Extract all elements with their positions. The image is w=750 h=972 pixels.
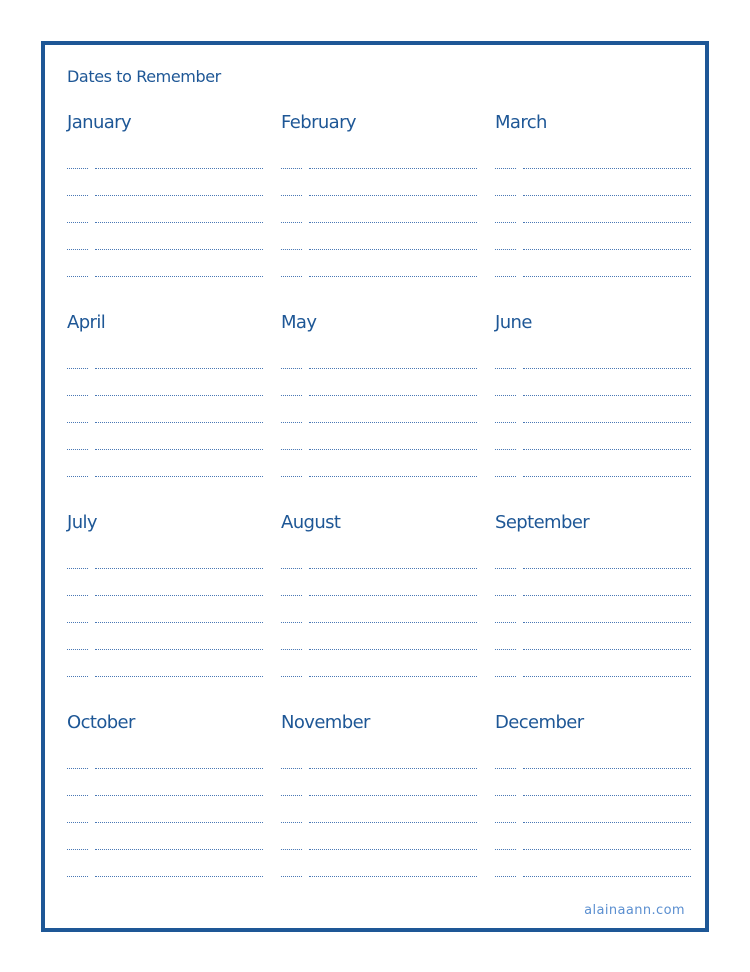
note-blank <box>523 594 691 596</box>
note-blank <box>309 448 477 450</box>
date-blank <box>495 167 516 169</box>
note-blank <box>95 767 263 769</box>
date-blank <box>67 475 88 477</box>
note-blank <box>95 194 263 196</box>
note-blank <box>309 794 477 796</box>
date-blank <box>67 594 88 596</box>
entry-line <box>495 774 691 801</box>
date-blank <box>67 875 88 877</box>
entry-line <box>495 628 691 655</box>
date-blank <box>281 848 302 850</box>
note-blank <box>309 567 477 569</box>
note-blank <box>309 621 477 623</box>
entry-lines <box>67 147 263 282</box>
entry-lines <box>67 547 263 682</box>
entry-line <box>67 574 263 601</box>
date-blank <box>495 875 516 877</box>
entry-lines <box>281 747 477 882</box>
entry-line <box>67 455 263 482</box>
date-blank <box>67 367 88 369</box>
date-blank <box>495 594 516 596</box>
date-blank <box>67 194 88 196</box>
entry-lines <box>281 547 477 682</box>
note-blank <box>523 448 691 450</box>
note-blank <box>309 421 477 423</box>
entry-line <box>67 747 263 774</box>
entry-line <box>495 801 691 828</box>
date-blank <box>281 675 302 677</box>
entry-line <box>281 374 477 401</box>
month-heading: November <box>281 712 370 733</box>
date-blank <box>495 275 516 277</box>
date-blank <box>495 648 516 650</box>
note-blank <box>523 421 691 423</box>
date-blank <box>495 248 516 250</box>
date-blank <box>495 621 516 623</box>
entry-line <box>495 828 691 855</box>
month-heading: April <box>67 312 106 333</box>
note-blank <box>309 248 477 250</box>
note-blank <box>523 767 691 769</box>
date-blank <box>67 621 88 623</box>
page-title: Dates to Remember <box>67 67 221 86</box>
entry-line <box>281 455 477 482</box>
entry-line <box>495 547 691 574</box>
entry-line <box>67 774 263 801</box>
month-block-july <box>67 510 263 684</box>
date-blank <box>495 675 516 677</box>
months-grid <box>67 110 691 884</box>
date-blank <box>281 248 302 250</box>
entry-lines <box>495 747 691 882</box>
date-blank <box>281 767 302 769</box>
entry-line <box>281 255 477 282</box>
date-blank <box>67 848 88 850</box>
date-blank <box>281 194 302 196</box>
date-blank <box>495 394 516 396</box>
note-blank <box>309 194 477 196</box>
entry-lines <box>67 347 263 482</box>
date-blank <box>281 367 302 369</box>
note-blank <box>309 675 477 677</box>
note-blank <box>309 875 477 877</box>
entry-line <box>281 147 477 174</box>
date-blank <box>495 794 516 796</box>
month-heading: June <box>495 312 532 333</box>
note-blank <box>95 475 263 477</box>
date-blank <box>495 367 516 369</box>
note-blank <box>95 167 263 169</box>
month-block-february <box>281 110 477 284</box>
date-blank <box>67 648 88 650</box>
entry-line <box>495 374 691 401</box>
entry-lines <box>495 347 691 482</box>
entry-line <box>67 147 263 174</box>
month-heading: January <box>67 112 132 133</box>
note-blank <box>309 648 477 650</box>
date-blank <box>281 648 302 650</box>
month-block-june <box>495 310 691 484</box>
date-blank <box>281 221 302 223</box>
date-blank <box>281 821 302 823</box>
note-blank <box>309 394 477 396</box>
date-blank <box>67 675 88 677</box>
date-blank <box>281 567 302 569</box>
note-blank <box>95 221 263 223</box>
entry-lines <box>281 347 477 482</box>
month-heading: August <box>281 512 341 533</box>
note-blank <box>95 567 263 569</box>
entry-line <box>495 347 691 374</box>
note-blank <box>95 875 263 877</box>
entry-line <box>495 201 691 228</box>
entry-line <box>495 655 691 682</box>
month-block-september <box>495 510 691 684</box>
footer-website: alainaann.com <box>584 903 685 918</box>
date-blank <box>495 821 516 823</box>
note-blank <box>95 675 263 677</box>
entry-line <box>281 628 477 655</box>
note-blank <box>523 475 691 477</box>
entry-line <box>495 228 691 255</box>
entry-line <box>495 455 691 482</box>
date-blank <box>281 594 302 596</box>
entry-line <box>281 655 477 682</box>
entry-line <box>281 347 477 374</box>
note-blank <box>309 221 477 223</box>
entry-line <box>281 601 477 628</box>
month-heading: May <box>281 312 317 333</box>
entry-line <box>495 174 691 201</box>
date-blank <box>495 221 516 223</box>
note-blank <box>95 275 263 277</box>
note-blank <box>309 367 477 369</box>
month-heading: September <box>495 512 590 533</box>
note-blank <box>523 167 691 169</box>
date-blank <box>281 475 302 477</box>
month-block-april <box>67 310 263 484</box>
entry-line <box>495 747 691 774</box>
note-blank <box>523 367 691 369</box>
entry-line <box>281 801 477 828</box>
note-blank <box>523 567 691 569</box>
date-blank <box>281 167 302 169</box>
date-blank <box>67 421 88 423</box>
entry-line <box>495 855 691 882</box>
entry-lines <box>67 747 263 882</box>
entry-line <box>67 255 263 282</box>
date-blank <box>67 567 88 569</box>
note-blank <box>523 648 691 650</box>
note-blank <box>523 821 691 823</box>
date-blank <box>495 767 516 769</box>
entry-line <box>495 147 691 174</box>
note-blank <box>95 821 263 823</box>
date-blank <box>495 848 516 850</box>
date-blank <box>495 448 516 450</box>
note-blank <box>95 794 263 796</box>
note-blank <box>95 421 263 423</box>
date-blank <box>281 794 302 796</box>
note-blank <box>95 367 263 369</box>
note-blank <box>523 848 691 850</box>
month-block-december <box>495 710 691 884</box>
note-blank <box>95 594 263 596</box>
note-blank <box>309 848 477 850</box>
entry-line <box>281 201 477 228</box>
month-block-january <box>67 110 263 284</box>
date-blank <box>67 221 88 223</box>
date-blank <box>495 194 516 196</box>
note-blank <box>309 767 477 769</box>
note-blank <box>523 621 691 623</box>
note-blank <box>309 594 477 596</box>
entry-line <box>67 347 263 374</box>
month-block-may <box>281 310 477 484</box>
note-blank <box>523 675 691 677</box>
date-blank <box>67 275 88 277</box>
month-block-august <box>281 510 477 684</box>
page-border <box>41 41 709 932</box>
note-blank <box>523 248 691 250</box>
entry-line <box>281 855 477 882</box>
date-blank <box>67 448 88 450</box>
date-blank <box>281 421 302 423</box>
date-blank <box>67 394 88 396</box>
note-blank <box>95 248 263 250</box>
entry-line <box>495 574 691 601</box>
month-heading: October <box>67 712 135 733</box>
date-blank <box>495 475 516 477</box>
note-blank <box>523 794 691 796</box>
entry-line <box>67 228 263 255</box>
entry-line <box>67 801 263 828</box>
note-blank <box>95 621 263 623</box>
date-blank <box>67 248 88 250</box>
month-heading: March <box>495 112 547 133</box>
note-blank <box>95 448 263 450</box>
date-blank <box>281 448 302 450</box>
note-blank <box>309 167 477 169</box>
month-heading: December <box>495 712 584 733</box>
note-blank <box>309 275 477 277</box>
month-heading: February <box>281 112 356 133</box>
date-blank <box>495 567 516 569</box>
entry-line <box>281 174 477 201</box>
entry-line <box>67 401 263 428</box>
entry-line <box>67 855 263 882</box>
entry-line <box>495 401 691 428</box>
entry-line <box>281 747 477 774</box>
entry-line <box>281 228 477 255</box>
entry-line <box>67 628 263 655</box>
entry-line <box>495 428 691 455</box>
note-blank <box>523 194 691 196</box>
entry-line <box>281 574 477 601</box>
entry-line <box>281 547 477 574</box>
entry-line <box>67 428 263 455</box>
date-blank <box>281 394 302 396</box>
date-blank <box>281 275 302 277</box>
entry-line <box>67 655 263 682</box>
note-blank <box>309 475 477 477</box>
entry-line <box>67 601 263 628</box>
note-blank <box>95 648 263 650</box>
entry-lines <box>495 547 691 682</box>
date-blank <box>281 621 302 623</box>
note-blank <box>523 221 691 223</box>
entry-line <box>281 428 477 455</box>
entry-lines <box>495 147 691 282</box>
entry-line <box>495 255 691 282</box>
entry-line <box>67 828 263 855</box>
note-blank <box>523 275 691 277</box>
entry-line <box>67 374 263 401</box>
date-blank <box>67 767 88 769</box>
date-blank <box>495 421 516 423</box>
entry-line <box>281 401 477 428</box>
note-blank <box>95 848 263 850</box>
month-heading: July <box>67 512 97 533</box>
note-blank <box>523 875 691 877</box>
date-blank <box>281 875 302 877</box>
entry-line <box>281 774 477 801</box>
date-blank <box>67 167 88 169</box>
date-blank <box>67 821 88 823</box>
month-block-march <box>495 110 691 284</box>
entry-lines <box>281 147 477 282</box>
entry-line <box>67 201 263 228</box>
date-blank <box>67 794 88 796</box>
entry-line <box>67 174 263 201</box>
note-blank <box>309 821 477 823</box>
month-block-october <box>67 710 263 884</box>
month-block-november <box>281 710 477 884</box>
entry-line <box>67 547 263 574</box>
note-blank <box>95 394 263 396</box>
note-blank <box>523 394 691 396</box>
entry-line <box>495 601 691 628</box>
entry-line <box>281 828 477 855</box>
